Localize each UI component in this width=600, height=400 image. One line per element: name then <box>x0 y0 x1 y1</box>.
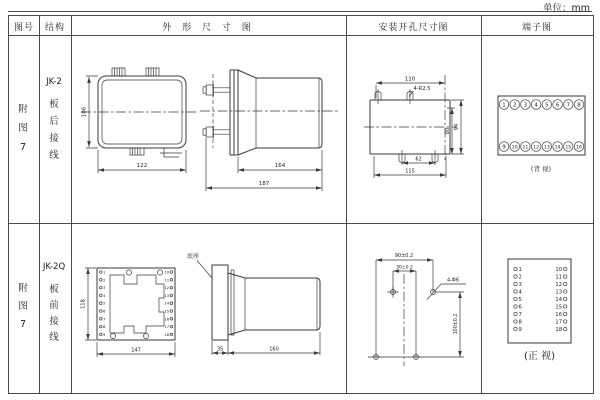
dimension-arrow <box>429 161 435 165</box>
dimension-arrow <box>87 141 91 147</box>
svg-d <box>490 90 595 190</box>
terminal-number: 11 <box>555 274 562 281</box>
dimension-label: 118 <box>80 299 87 309</box>
screw-terminal <box>100 333 103 336</box>
screw-number: 13 <box>164 292 170 298</box>
terminal-number: 3 <box>518 281 522 288</box>
dimension-arrow <box>376 258 382 262</box>
terminal-number: 6 <box>518 304 522 311</box>
screw-number: 4 <box>103 292 106 298</box>
screw-number: 12 <box>164 285 170 291</box>
terminal-number: 16 <box>555 311 562 318</box>
mounting-hole <box>157 270 162 275</box>
terminal-number: 4 <box>534 102 538 109</box>
dimension-arrow <box>169 352 175 356</box>
terminal-number: 18 <box>555 326 562 333</box>
dimension-arrow <box>439 81 445 85</box>
dimension-arrow <box>97 352 103 356</box>
terminal-number: 5 <box>518 296 522 303</box>
terminal-circle <box>514 267 517 270</box>
terminal-number: 12 <box>533 145 540 151</box>
terminal-number: 14 <box>554 145 561 151</box>
terminal-number: 10 <box>511 145 518 151</box>
screw-terminal <box>170 318 173 321</box>
hole-spec-label: 4-Φ6 <box>446 277 460 284</box>
terminal-number: 3 <box>523 102 528 109</box>
dimension-label: 164 <box>274 163 286 169</box>
screw-number: 2 <box>103 277 106 283</box>
row1-fig-no: 附 图 7 <box>18 104 28 153</box>
screw-terminal <box>170 302 173 305</box>
dimension-arrow <box>86 334 90 340</box>
dimension-arrow <box>316 168 322 172</box>
dimension-arrow <box>238 168 244 172</box>
svg-a <box>78 62 203 204</box>
dimension-label: 94 <box>454 123 460 131</box>
header-install: 安装开孔尺寸图 <box>378 22 449 33</box>
terminal-row-top <box>499 100 584 110</box>
dimension-label: 35 <box>216 346 224 353</box>
dimension-label: 30±0.2 <box>395 265 414 271</box>
dimension-arrow <box>450 148 454 154</box>
dimension-arrow <box>206 186 212 190</box>
screw-terminal <box>170 271 173 274</box>
screw-column-left <box>100 270 107 337</box>
dimension-arrow <box>459 148 463 154</box>
dimension-arrow <box>316 186 322 190</box>
terminal-circle <box>564 290 567 293</box>
top-rule <box>8 11 592 12</box>
terminal-number: 13 <box>555 289 562 296</box>
screw-terminal <box>100 318 103 321</box>
screw-terminal <box>170 294 173 297</box>
screw-number: 1 <box>103 269 106 275</box>
terminal-circle <box>564 275 567 278</box>
screw-number: 10 <box>164 269 170 275</box>
screw-terminal <box>100 302 103 305</box>
dimension-arrow <box>376 81 382 85</box>
terminal-circle <box>514 275 517 278</box>
terminal-circle <box>514 312 517 315</box>
screw-terminal <box>100 310 103 313</box>
terminal-number: 1 <box>502 102 506 109</box>
screw-terminal <box>170 325 173 328</box>
terminal-circle <box>564 297 567 300</box>
terminal-circle <box>514 305 517 308</box>
terminal-circle <box>514 327 517 330</box>
terminal-circle <box>514 282 517 285</box>
row2-wiring: 板 前 接 线 <box>49 284 59 343</box>
dimension-arrow <box>440 173 446 177</box>
dimension-label: 100±0.2 <box>454 313 459 335</box>
screw-number: 17 <box>164 324 170 330</box>
row2-model: JK-2Q <box>42 262 66 272</box>
dimension-arrow <box>458 351 462 357</box>
screw-number: 11 <box>164 277 170 283</box>
terminal-number: 17 <box>555 319 562 326</box>
terminal-number: 7 <box>566 102 571 109</box>
dimension-label: 115 <box>405 168 415 175</box>
dimension-label: 106 <box>81 106 88 118</box>
dimension-arrow <box>86 268 90 274</box>
mounting-hole <box>126 270 131 275</box>
header-structure: 结构 <box>44 22 65 33</box>
terminal-circle <box>564 312 567 315</box>
terminal-number: 9 <box>518 326 522 333</box>
screw-number: 6 <box>103 308 106 314</box>
screw-number: 8 <box>103 324 106 330</box>
terminal-number: 15 <box>565 145 572 151</box>
screw-terminal <box>100 271 103 274</box>
screw-column-right <box>164 270 172 337</box>
base-label: 底座 <box>187 253 200 260</box>
dimension-arrow <box>314 351 320 355</box>
screw-number: 3 <box>103 285 106 291</box>
screw-terminal <box>100 294 103 297</box>
dimension-arrow <box>98 168 104 172</box>
terminal-circle <box>514 290 517 293</box>
header-terminal: 端子图 <box>521 22 552 33</box>
terminal-row-bottom <box>499 142 584 152</box>
dimension-label: 62 <box>415 156 422 163</box>
screw-number: 15 <box>164 308 170 314</box>
dimension-label: 122 <box>136 163 148 169</box>
svg-b <box>200 58 348 203</box>
svg-f <box>185 240 345 370</box>
column-divider <box>71 16 72 393</box>
header-divider <box>9 35 593 36</box>
terminal-number: 8 <box>577 102 581 109</box>
terminal-number: 16 <box>576 145 582 151</box>
header-fig-no: 图号 <box>13 22 34 33</box>
terminal-list-left <box>514 267 523 333</box>
screw-number: 16 <box>164 316 170 322</box>
dimension-label: 147 <box>131 347 141 354</box>
dimension-arrow <box>450 108 454 114</box>
row-divider <box>9 223 593 224</box>
screw-number: 7 <box>103 316 106 322</box>
svg-c <box>350 62 475 202</box>
terminal-circle <box>564 267 567 270</box>
screw-terminal <box>170 333 173 336</box>
screw-terminal <box>100 325 103 328</box>
terminal-number: 13 <box>543 145 550 151</box>
screw-number: 9 <box>103 331 106 337</box>
terminal-number: 7 <box>518 311 522 318</box>
dimension-label: 187 <box>258 181 270 187</box>
screw-number: 14 <box>164 300 170 306</box>
dimension-label: 90±0.2 <box>394 253 414 259</box>
terminal-circle <box>564 282 567 285</box>
screw-terminal <box>170 310 173 313</box>
dimension-label: 160 <box>269 346 279 353</box>
unit-label: 单位：mm <box>542 3 590 14</box>
terminal-number: 15 <box>555 304 562 311</box>
terminal-number: 1 <box>518 266 522 273</box>
terminal-circle <box>514 297 517 300</box>
dimension-arrow <box>402 161 408 165</box>
dimension-arrow <box>458 292 462 298</box>
screw-terminal <box>170 286 173 289</box>
svg-h <box>492 252 592 372</box>
terminal-number: 4 <box>518 289 522 296</box>
terminal-circle <box>514 320 517 323</box>
terminal-stud <box>203 84 230 97</box>
dimension-label: 80 <box>445 127 451 135</box>
terminal-number: 9 <box>502 144 506 151</box>
column-divider <box>481 16 482 393</box>
terminal-number: 12 <box>555 281 562 288</box>
terminal-number: 10 <box>555 266 562 273</box>
screw-number: 5 <box>103 300 106 306</box>
dimension-label: 110 <box>404 76 416 83</box>
fixing-hole <box>407 89 413 104</box>
terminal-number: 2 <box>512 102 517 109</box>
terminal-number: 8 <box>518 319 522 326</box>
terminal-number: 11 <box>522 145 529 151</box>
dimension-arrow <box>180 168 186 172</box>
mounting-hole <box>110 333 115 338</box>
dimension-arrow <box>427 258 433 262</box>
view-caption: (正 视) <box>524 351 555 362</box>
view-caption: (背 视) <box>530 165 552 173</box>
terminal-stud <box>203 126 230 139</box>
dimension-arrow <box>87 77 91 83</box>
terminal-number: 14 <box>555 296 562 303</box>
screw-number: 18 <box>164 331 170 337</box>
dimension-arrow <box>228 351 234 355</box>
mounting-hole <box>143 333 148 338</box>
screw-terminal <box>170 279 173 282</box>
terminal-circle <box>564 320 567 323</box>
row1-wiring: 板 后 接 线 <box>49 99 59 161</box>
screw-terminal <box>100 286 103 289</box>
terminal-number: 2 <box>518 274 522 281</box>
dimension-arrow <box>374 173 380 177</box>
terminal-number: 6 <box>555 102 560 109</box>
row1-model: JK-2 <box>46 77 62 87</box>
header-outline: 外 形 尺 寸 图 <box>162 22 255 33</box>
terminal-number: 5 <box>545 102 549 109</box>
hole-spec-label: 4-R2.5 <box>413 86 431 92</box>
terminal-circle <box>564 327 567 330</box>
terminal-list-right <box>555 267 567 333</box>
terminal-circle <box>564 305 567 308</box>
svg-g <box>352 240 474 380</box>
dimension-arrow <box>459 100 463 106</box>
screw-terminal <box>100 279 103 282</box>
row2-fig-no: 附 图 7 <box>18 283 28 330</box>
